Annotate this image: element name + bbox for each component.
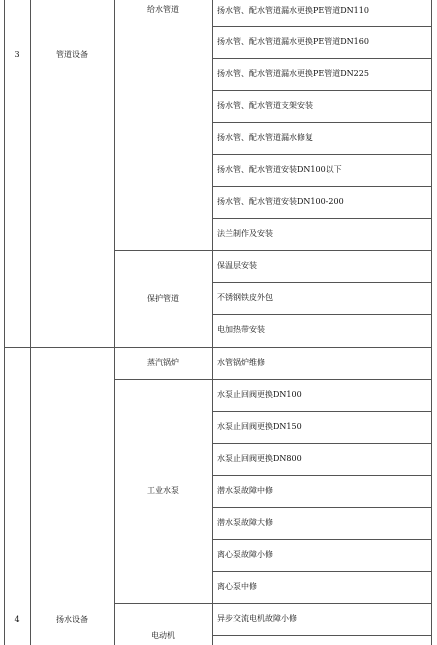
item-label: 扬水管、配水管道漏水更换PE管道DN160	[217, 37, 369, 46]
group-divider	[114, 379, 432, 380]
col-divider-3	[212, 0, 213, 645]
item-label: 潜水泵故障中修	[217, 486, 273, 495]
item-label: 电加热带安装	[217, 325, 265, 334]
category-label: 管道设备	[56, 50, 88, 59]
row-divider	[212, 58, 432, 59]
row-divider	[212, 507, 432, 508]
row-divider	[212, 122, 432, 123]
item-label: 离心泵故障小修	[217, 550, 273, 559]
row-divider	[212, 411, 432, 412]
row-divider	[212, 90, 432, 91]
section-divider	[4, 347, 432, 348]
item-label: 扬水管、配水管道漏水更换PE管道DN110	[217, 6, 369, 15]
row-divider	[212, 539, 432, 540]
item-label: 潜水泵故障大修	[217, 518, 273, 527]
item-label: 水管锅炉维修	[217, 358, 265, 367]
table-border-left	[4, 0, 5, 645]
row-divider	[212, 186, 432, 187]
group-divider	[114, 250, 432, 251]
row-divider	[212, 314, 432, 315]
row-divider	[212, 635, 432, 636]
item-label: 不锈钢铁皮外包	[217, 293, 273, 302]
item-label: 水泵止回阀更换DN150	[217, 422, 302, 431]
col-divider-1	[30, 0, 31, 645]
item-label: 扬水管、配水管道安装DN100以下	[217, 165, 342, 174]
row-index: 3	[14, 50, 20, 59]
item-label: 离心泵中修	[217, 582, 257, 591]
item-label: 扬水管、配水管道漏水更换PE管道DN225	[217, 69, 369, 78]
group-label: 保护管道	[147, 294, 179, 303]
maintenance-table	[4, 0, 432, 645]
item-label: 扬水管、配水管道安装DN100-200	[217, 197, 344, 206]
row-divider	[212, 282, 432, 283]
row-divider	[212, 154, 432, 155]
item-label: 水泵止回阀更换DN800	[217, 454, 302, 463]
row-divider	[212, 475, 432, 476]
row-divider	[212, 218, 432, 219]
row-divider	[212, 26, 432, 27]
item-label: 扬水管、配水管道支架安装	[217, 101, 313, 110]
group-label: 工业水泵	[147, 486, 179, 495]
group-label: 给水管道	[147, 5, 179, 14]
item-label: 法兰制作及安装	[217, 229, 273, 238]
item-label: 保温层安装	[217, 261, 257, 270]
row-divider	[212, 443, 432, 444]
item-label: 异步交流电机故障小修	[217, 614, 297, 623]
table-border-right	[431, 0, 432, 645]
group-label: 蒸汽锅炉	[147, 358, 179, 367]
item-label: 扬水管、配水管道漏水修复	[217, 133, 313, 142]
row-index: 4	[14, 615, 20, 624]
category-label: 扬水设备	[56, 615, 88, 624]
group-divider	[114, 603, 432, 604]
group-label: 电动机	[151, 631, 175, 640]
col-divider-2	[114, 0, 115, 645]
item-label: 水泵止回阀更换DN100	[217, 390, 302, 399]
row-divider	[212, 571, 432, 572]
